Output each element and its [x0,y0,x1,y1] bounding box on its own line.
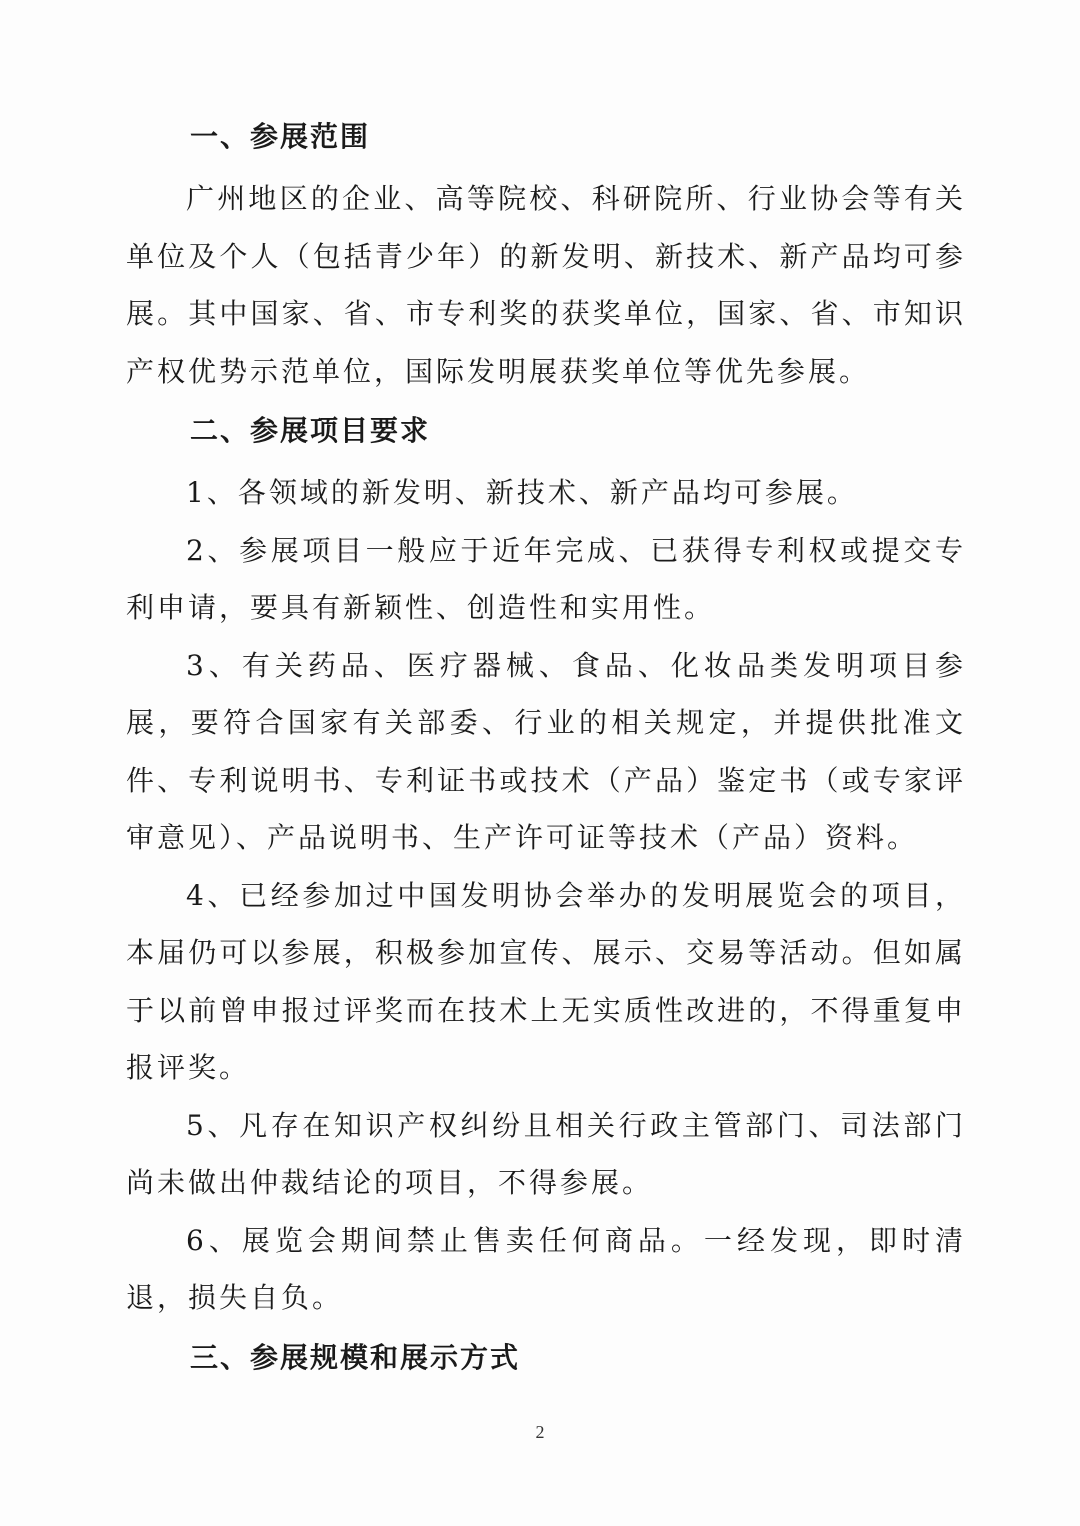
document-body [126,112,966,1391]
section-heading-requirements: 二、参展项目要求 [190,414,431,447]
page-number: 2 [535,1422,545,1442]
section-heading-scale: 三、参展规模和展示方式 [190,1340,521,1374]
requirement-item-5: 5、凡存在知识产权纠纷且相关行政主管部门、司法部门尚未做出仲裁结论的项目，不得参展。 [126,1108,966,1199]
requirement-item-6: 6、展览会期间禁止售卖任何商品。一经发现，即时清退，损失自负。 [126,1223,966,1314]
requirement-item-2: 2、参展项目一般应于近年完成、已获得专利权或提交专利申请，要具有新颖性、创造性和实用性。 [126,533,966,624]
requirement-item-4: 4、已经参加过中国发明协会举办的发明展览会的项目，本届仍可以参展，积极参加宣传、展示、交易等活动。但如属于以前曾申报过评奖而在技术上无实质性改进的，不得重复申报评奖。 [126,878,966,1084]
section-heading-scope: 一、参展范围 [190,120,371,153]
requirement-item-3: 3、有关药品、医疗器械、食品、化妆品类发明项目参展，要符合国家有关部委、行业的相关规定，并提供批准文件、专利说明书、专利证书或技术（产品）鉴定书（或专家评审意见）、产品说明书、生产许可证等技术（产品）资料。 [126,648,966,854]
requirement-item-1: 1、各领域的新发明、新技术、新产品均可参展。 [186,476,858,509]
scope-paragraph: 广州地区的企业、高等院校、科研院所、行业协会等有关单位及个人（包括青少年）的新发明、新技术、新产品均可参展。其中国家、省、市专利奖的获奖单位，国家、省、市知识产权优势示范单位，国际发明展获奖单位等优先参展。 [126,182,966,388]
